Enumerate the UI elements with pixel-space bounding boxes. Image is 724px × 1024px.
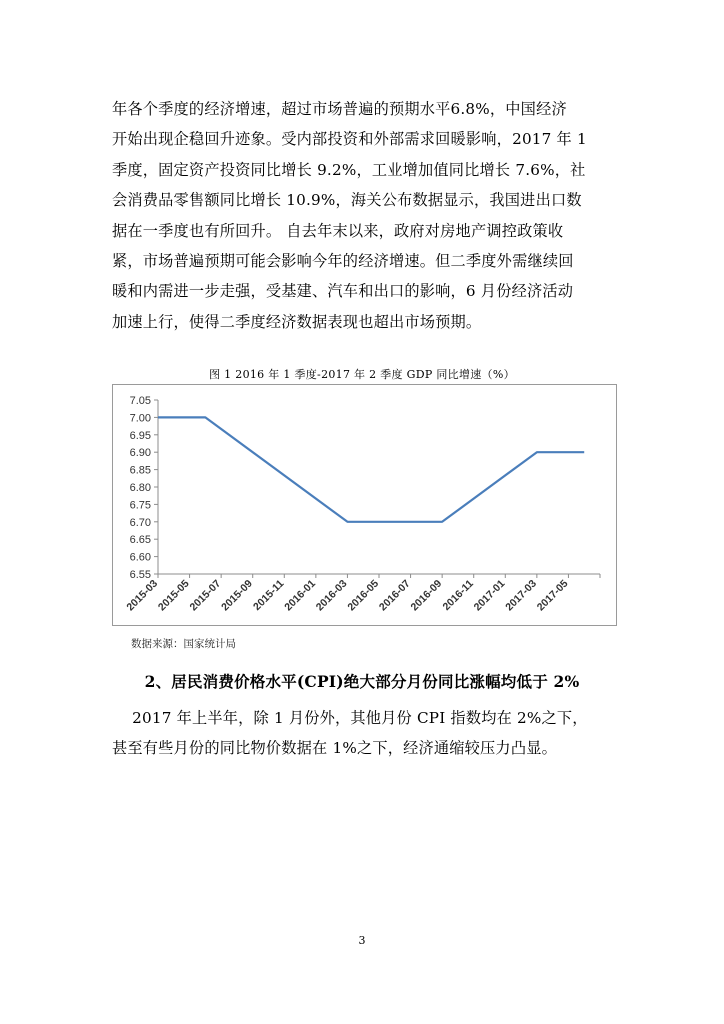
x-tick-label: 2015-07 [187, 577, 224, 614]
x-tick-label: 2017-03 [503, 577, 539, 614]
cpi-line: 甚至有些月份的同比物价数据在 1%之下，经济通缩较压力凸显。 [112, 739, 557, 758]
y-tick-label: 6.90 [129, 447, 151, 460]
x-tick-label: 2015-03 [124, 577, 161, 614]
x-tick-label: 2016-09 [408, 577, 445, 614]
intro-line: 年各个季度的经济增速，超过市场普遍的预期水平6.8%，中国经济 [112, 100, 567, 118]
intro-line: 开始出现企稳回升迹象。受内部投资和外部需求回暖影响，2017 年 1 [112, 130, 587, 149]
x-tick-label: 2016-03 [313, 577, 350, 614]
intro-line: 暖和内需进一步走强，受基建、汽车和出口的影响，6 月份经济活动 [112, 282, 574, 301]
y-tick-label: 6.65 [129, 534, 151, 547]
y-tick-label: 6.60 [129, 551, 151, 564]
y-tick-label: 7.00 [129, 412, 151, 425]
y-tick-label: 6.80 [129, 482, 151, 494]
gdp-series-line [158, 417, 584, 521]
cpi-paragraph [112, 703, 612, 764]
y-tick-label: 6.70 [129, 516, 151, 529]
x-tick-label: 2017-01 [471, 577, 508, 614]
page-number: 3 [358, 934, 366, 947]
x-tick-label: 2017-05 [534, 577, 571, 614]
y-tick-label: 6.75 [129, 499, 151, 512]
gdp-line-chart [112, 384, 617, 626]
section-heading: 2、居民消费价格水平(CPI)绝大部分月份同比涨幅均低于 2% [144, 672, 580, 691]
cpi-line: 2017 年上半年，除 1 月份外，其他月份 CPI 指数均在 2%之下， [112, 709, 588, 727]
intro-line: 紧，市场普遍预期可能会影响今年的经济增速。但二季度外需继续回 [112, 252, 574, 271]
figure-source: 数据来源：国家统计局 [131, 638, 236, 650]
intro-line: 据在一季度也有所回升。 自去年末以来，政府对房地产调控政策收 [112, 221, 564, 240]
y-tick-label: 7.05 [129, 395, 151, 407]
x-tick-label: 2015-11 [251, 577, 287, 613]
y-tick-label: 6.85 [129, 464, 151, 477]
intro-paragraph [112, 94, 612, 337]
intro-line: 季度，固定资产投资同比增长 9.2%，工业增加值同比增长 7.6%，社 [112, 160, 586, 179]
chart-svg [113, 385, 618, 627]
y-tick-label: 6.95 [129, 429, 151, 442]
x-tick-label: 2015-05 [155, 577, 192, 614]
intro-line: 加速上行，使得二季度经济数据表现也超出市场预期。 [112, 312, 482, 331]
figure-caption: 图 1 2016 年 1 季度-2017 年 2 季度 GDP 同比增速（%） [209, 368, 515, 381]
x-tick-label: 2015-09 [219, 577, 255, 614]
x-tick-label: 2016-07 [376, 577, 413, 614]
intro-line: 会消费品零售额同比增长 10.9%，海关公布数据显示，我国进出口数 [112, 191, 582, 210]
x-tick-label: 2016-11 [440, 577, 476, 613]
x-tick-label: 2016-01 [282, 577, 318, 614]
x-tick-label: 2016-05 [345, 577, 382, 614]
y-tick-label: 6.55 [129, 569, 151, 581]
